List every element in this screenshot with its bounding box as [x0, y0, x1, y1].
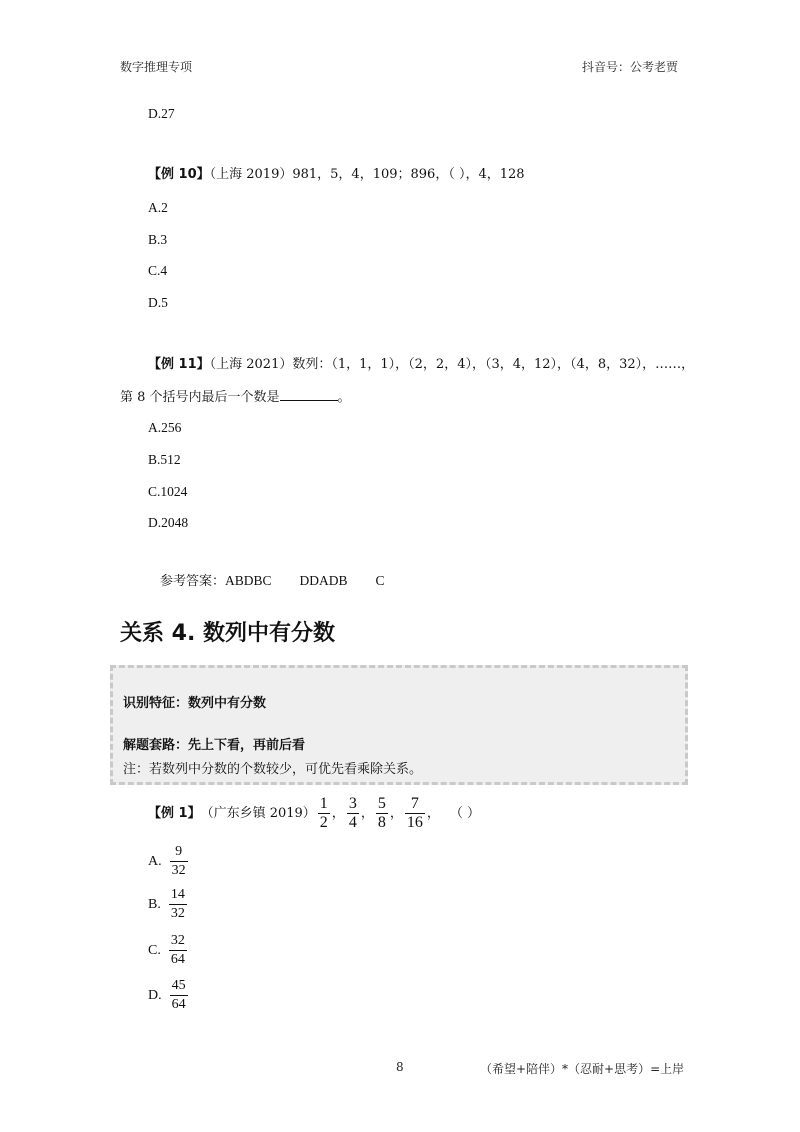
example-11-question: [148, 357, 694, 373]
example-10-question: [148, 167, 525, 183]
answer-blank: [280, 388, 338, 401]
example-1-option-c: [148, 932, 189, 969]
answers-group-2: DDADB: [299, 573, 348, 588]
answers-group-3: C: [375, 573, 385, 588]
example-1-question: [148, 795, 480, 832]
method-label: 解题套路：: [123, 738, 189, 753]
example-11-option-b: B.512: [148, 452, 181, 467]
sequence-fraction-4: $\frac{7}{16}$: [406, 795, 423, 831]
feature-label: 识别特征：: [123, 696, 189, 711]
example-11-text2: 第 8 个括号内最后一个数是: [120, 390, 280, 405]
reference-answers: [160, 573, 385, 590]
option-fraction: $\frac{45}{64}$: [171, 978, 186, 1012]
header-right: 抖音号：公考老贾: [582, 60, 679, 74]
example-1-option-a: [148, 843, 190, 880]
sequence-fraction-2: $\frac{3}{4}$: [348, 795, 357, 831]
example-1-option-d: [148, 977, 190, 1014]
example-1-blank: （ ）: [449, 805, 480, 821]
method-line: [123, 734, 305, 753]
example-11-text: （上海 2021）数列：（1，1，1），（2，2，4），（3，4，12），（4，8，32），……，: [209, 357, 695, 372]
footer-motto: （希望+陪伴）*（忍耐+思考）=上岸: [480, 1062, 685, 1076]
example-10-text: （上海 2019）981，5，4，109；896，（ ），4，128: [209, 167, 525, 182]
sequence-fraction-3: $\frac{5}{8}$: [377, 795, 386, 831]
page-number: 8: [396, 1060, 404, 1074]
example-10-option-c: C.4: [148, 263, 168, 278]
method-value: 先上下看，再前后看: [188, 738, 306, 753]
example-11-question-line2: [120, 388, 351, 406]
example-10-label: 【例 10】: [148, 167, 210, 182]
example-11-option-a: A.256: [148, 420, 182, 435]
answers-label: 参考答案：: [160, 574, 226, 589]
example-10-option-b: B.3: [148, 232, 168, 247]
separator: ，: [426, 805, 440, 821]
option-fraction: $\frac{14}{32}$: [170, 887, 185, 921]
option-fraction: $\frac{32}{64}$: [170, 933, 185, 967]
feature-value: 数列中有分数: [188, 696, 267, 711]
separator: ，: [331, 805, 345, 821]
example-11-period: 。: [337, 390, 351, 405]
header-left: 数字推理专项: [120, 60, 193, 74]
option-fraction: $\frac{9}{32}$: [171, 844, 186, 878]
example-1-label: 【例 1】: [148, 805, 201, 821]
separator: ，: [360, 805, 374, 821]
option-letter: C.: [148, 942, 161, 958]
option-letter: D.: [148, 987, 162, 1003]
option-letter: A.: [148, 853, 162, 869]
sequence-fraction-1: $\frac{1}{2}$: [319, 795, 328, 831]
feature-line: [123, 692, 266, 711]
prev-option-d: D.27: [148, 106, 175, 121]
answers-group-1: ABDBC: [225, 573, 272, 588]
example-11-label: 【例 11】: [148, 357, 210, 372]
example-10-option-a: A.2: [148, 200, 168, 215]
example-10-option-d: D.5: [148, 295, 168, 310]
example-11-option-c: C.1024: [148, 484, 188, 499]
option-letter: B.: [148, 896, 161, 912]
example-11-option-d: D.2048: [148, 515, 189, 530]
example-1-source: （广东乡镇 2019）: [200, 805, 316, 821]
example-1-option-b: [148, 886, 189, 923]
box-note: 注：若数列中分数的个数较少，可优先看乘除关系。: [123, 762, 423, 777]
method-box: [110, 665, 688, 785]
section-heading: 关系 4. 数列中有分数: [120, 621, 335, 646]
separator: ，: [389, 805, 403, 821]
